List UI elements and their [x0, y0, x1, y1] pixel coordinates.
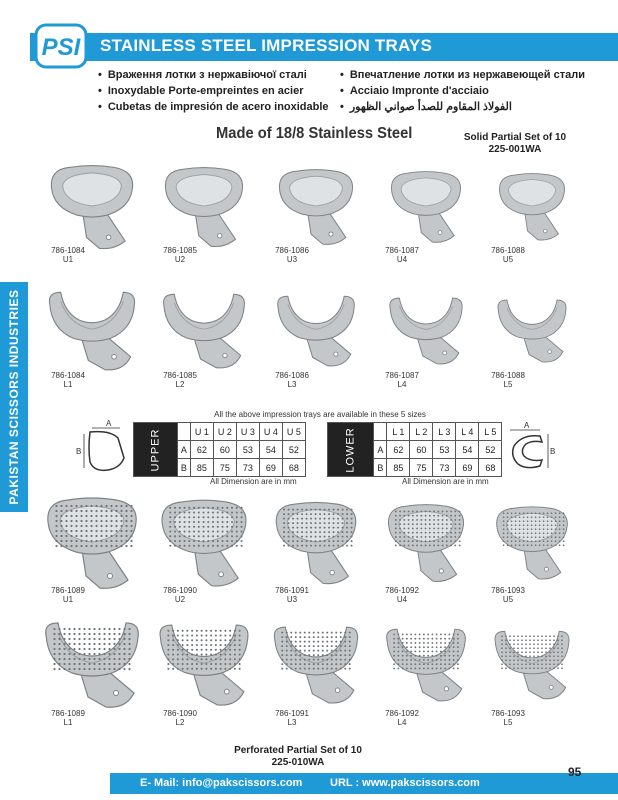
tray-code-label — [478, 586, 538, 604]
tray-catalog-number: 786-1092 — [385, 709, 419, 718]
table-cell: 75 — [410, 459, 433, 477]
tray-size: L2 — [175, 718, 185, 727]
tray-image — [262, 492, 370, 592]
tray-catalog-number: 786-1093 — [491, 709, 525, 718]
tray-size: U2 — [174, 255, 186, 264]
tray-code-label — [38, 586, 98, 604]
tray-code-label — [372, 709, 432, 727]
upper-unit-note: All Dimension are in mm — [210, 477, 297, 486]
column-header: U 5 — [282, 423, 305, 441]
table-cell: 69 — [259, 459, 282, 477]
table-cell: 73 — [236, 459, 259, 477]
tray-size: L3 — [287, 718, 297, 727]
tray-catalog-number: 786-1091 — [275, 709, 309, 718]
tray-code-label — [150, 709, 210, 727]
column-header: L 1 — [387, 423, 410, 441]
tray-size: U1 — [62, 255, 74, 264]
tray-code-label — [150, 371, 210, 389]
upper-label: UPPER — [149, 428, 162, 471]
tray-image — [262, 285, 370, 377]
row-key: A — [177, 441, 190, 459]
tray-image — [262, 615, 370, 715]
perforated-lower-tray-1 — [38, 615, 146, 727]
tray-image — [38, 285, 146, 377]
tray-size: L5 — [503, 380, 513, 389]
translation-item: • Враження лотки з нержавіючої сталі — [98, 67, 329, 83]
perforated-set-code: 225-010WA — [271, 757, 325, 768]
lower-tray-diagram — [496, 420, 556, 485]
column-header: L 2 — [410, 423, 433, 441]
dimension-b-label: B — [550, 447, 556, 456]
perforated-upper-tray-4 — [372, 492, 480, 604]
solid-upper-tray-2 — [150, 160, 258, 264]
tray-image — [478, 285, 586, 377]
tray-code-label — [38, 246, 98, 264]
row-key: B — [374, 459, 387, 477]
tray-catalog-number: 786-1085 — [163, 371, 197, 380]
dimension-a-label: A — [106, 419, 112, 428]
translation-item: • Cubetas de impresión de acero inoxidable — [98, 99, 329, 115]
tray-catalog-number: 786-1089 — [51, 709, 85, 718]
translation-item: • Впечатление лотки из нержавеющей стали — [340, 67, 585, 83]
tray-catalog-number: 786-1089 — [51, 586, 85, 595]
translations-left — [98, 67, 329, 115]
lower-unit-note: All Dimension are in mm — [402, 477, 489, 486]
table-cell: 53 — [236, 441, 259, 459]
tray-catalog-number: 786-1088 — [491, 371, 525, 380]
sizes-note: All the above impression trays are available in these 5 sizes — [214, 410, 426, 419]
solid-set-name: Solid Partial Set of 10 — [463, 132, 567, 143]
perforated-lower-tray-2 — [150, 615, 258, 727]
perforated-set-label — [228, 745, 368, 769]
solid-set-label — [455, 132, 575, 156]
table-cell: 54 — [259, 441, 282, 459]
dimension-b-label: B — [76, 447, 82, 456]
table-cell: 62 — [190, 441, 213, 459]
solid-lower-tray-3 — [262, 285, 370, 389]
material-heading: Made of 18/8 Stainless Steel — [216, 125, 413, 142]
solid-lower-tray-5 — [478, 285, 586, 389]
tray-image — [38, 492, 146, 592]
tray-image — [372, 492, 480, 592]
tray-catalog-number: 786-1087 — [385, 246, 419, 255]
table-cell: 52 — [479, 441, 502, 459]
translations-right — [340, 67, 585, 115]
dimension-a-label: A — [524, 421, 530, 430]
tray-size: L5 — [503, 718, 513, 727]
tray-catalog-number: 786-1090 — [163, 709, 197, 718]
translation-item: • Inoxydable Porte-empreintes en acier — [98, 83, 329, 99]
tray-size: U2 — [174, 595, 186, 604]
tray-size: U3 — [286, 595, 298, 604]
tray-catalog-number: 786-1088 — [491, 246, 525, 255]
logo-text: PSI — [41, 34, 81, 61]
perforated-set-name: Perforated Partial Set of 10 — [234, 745, 362, 756]
tray-code-label — [372, 246, 432, 264]
column-header: U 3 — [236, 423, 259, 441]
column-header: L 4 — [456, 423, 479, 441]
table-cell: 68 — [282, 459, 305, 477]
tray-image — [372, 160, 480, 252]
tray-code-label — [150, 586, 210, 604]
tray-image — [150, 615, 258, 715]
tray-code-label — [38, 371, 98, 389]
tray-code-label — [372, 586, 432, 604]
tray-size: U5 — [502, 255, 514, 264]
table-cell: 85 — [190, 459, 213, 477]
column-header: U 2 — [213, 423, 236, 441]
solid-upper-tray-4 — [372, 160, 480, 264]
perforated-upper-tray-2 — [150, 492, 258, 604]
tray-size: L4 — [397, 718, 407, 727]
tray-image — [150, 160, 258, 252]
table-cell: 69 — [456, 459, 479, 477]
column-header: U 4 — [259, 423, 282, 441]
solid-set-code: 225-001WA — [488, 144, 542, 155]
tray-size: L1 — [63, 380, 73, 389]
tray-size: U3 — [286, 255, 298, 264]
solid-upper-tray-3 — [262, 160, 370, 264]
tray-image — [478, 615, 586, 715]
tray-catalog-number: 786-1091 — [275, 586, 309, 595]
tray-image — [372, 285, 480, 377]
lower-label: LOWER — [344, 426, 357, 473]
tray-image — [150, 492, 258, 592]
tray-code-label — [262, 709, 322, 727]
tray-image — [150, 285, 258, 377]
tray-code-label — [372, 371, 432, 389]
column-header: U 1 — [190, 423, 213, 441]
footer-email[interactable]: E- Mail: info@pakscissors.com — [140, 777, 303, 789]
perforated-lower-tray-4 — [372, 615, 480, 727]
tray-code-label — [478, 246, 538, 264]
tray-size: U4 — [396, 595, 408, 604]
tray-size: U4 — [396, 255, 408, 264]
table-cell: 52 — [282, 441, 305, 459]
table-cell: 85 — [387, 459, 410, 477]
table-cell: 60 — [213, 441, 236, 459]
table-cell: 54 — [456, 441, 479, 459]
translation-item: • الفولاذ المقاوم للصدأ صواني الظهور — [340, 99, 585, 115]
perforated-upper-tray-3 — [262, 492, 370, 604]
tray-catalog-number: 786-1093 — [491, 586, 525, 595]
tray-size: L1 — [63, 718, 73, 727]
perforated-upper-tray-5 — [478, 492, 586, 604]
table-cell: 75 — [213, 459, 236, 477]
tray-code-label — [38, 709, 98, 727]
table-cell: 53 — [433, 441, 456, 459]
page-title: STAINLESS STEEL IMPRESSION TRAYS — [100, 36, 432, 55]
tray-code-label — [478, 371, 538, 389]
table-cell: 73 — [433, 459, 456, 477]
lower-dimension-table — [327, 422, 502, 477]
table-cell: 68 — [479, 459, 502, 477]
tray-code-label — [262, 586, 322, 604]
tray-code-label — [478, 709, 538, 727]
solid-lower-tray-1 — [38, 285, 146, 389]
tray-catalog-number: 786-1086 — [275, 246, 309, 255]
table-cell: 60 — [410, 441, 433, 459]
solid-upper-tray-1 — [38, 160, 146, 264]
lower-label-cell — [328, 423, 374, 477]
company-logo — [32, 22, 90, 70]
tray-size: U1 — [62, 595, 74, 604]
upper-label-cell — [134, 423, 178, 477]
tray-size: L3 — [287, 380, 297, 389]
row-key: B — [177, 459, 190, 477]
solid-upper-tray-5 — [478, 160, 586, 264]
tray-code-label — [150, 246, 210, 264]
tray-size: L2 — [175, 380, 185, 389]
tray-catalog-number: 786-1090 — [163, 586, 197, 595]
table-cell: 62 — [387, 441, 410, 459]
tray-catalog-number: 786-1092 — [385, 586, 419, 595]
tray-catalog-number: 786-1085 — [163, 246, 197, 255]
tray-catalog-number: 786-1086 — [275, 371, 309, 380]
solid-lower-tray-4 — [372, 285, 480, 389]
perforated-upper-tray-1 — [38, 492, 146, 604]
tray-image — [372, 615, 480, 715]
tray-image — [478, 160, 586, 252]
tray-image — [262, 160, 370, 252]
tray-catalog-number: 786-1084 — [51, 246, 85, 255]
solid-lower-tray-2 — [150, 285, 258, 389]
row-key: A — [374, 441, 387, 459]
tray-code-label — [262, 246, 322, 264]
perforated-lower-tray-3 — [262, 615, 370, 727]
sidebar-company-name: PAKISTAN SCISSORS INDUSTRIES — [7, 289, 21, 505]
tray-image — [478, 492, 586, 592]
page-number: 95 — [568, 765, 582, 779]
column-header: L 5 — [479, 423, 502, 441]
tray-code-label — [262, 371, 322, 389]
tray-size: U5 — [502, 595, 514, 604]
tray-catalog-number: 786-1087 — [385, 371, 419, 380]
translation-item: • Acciaio Impronte d'acciaio — [340, 83, 585, 99]
footer-url[interactable]: URL : www.pakscissors.com — [330, 777, 480, 789]
upper-dimension-table — [133, 422, 306, 477]
upper-tray-diagram — [70, 418, 130, 483]
perforated-lower-tray-5 — [478, 615, 586, 727]
tray-image — [38, 160, 146, 252]
column-header: L 3 — [433, 423, 456, 441]
tray-image — [38, 615, 146, 715]
tray-catalog-number: 786-1084 — [51, 371, 85, 380]
tray-size: L4 — [397, 380, 407, 389]
